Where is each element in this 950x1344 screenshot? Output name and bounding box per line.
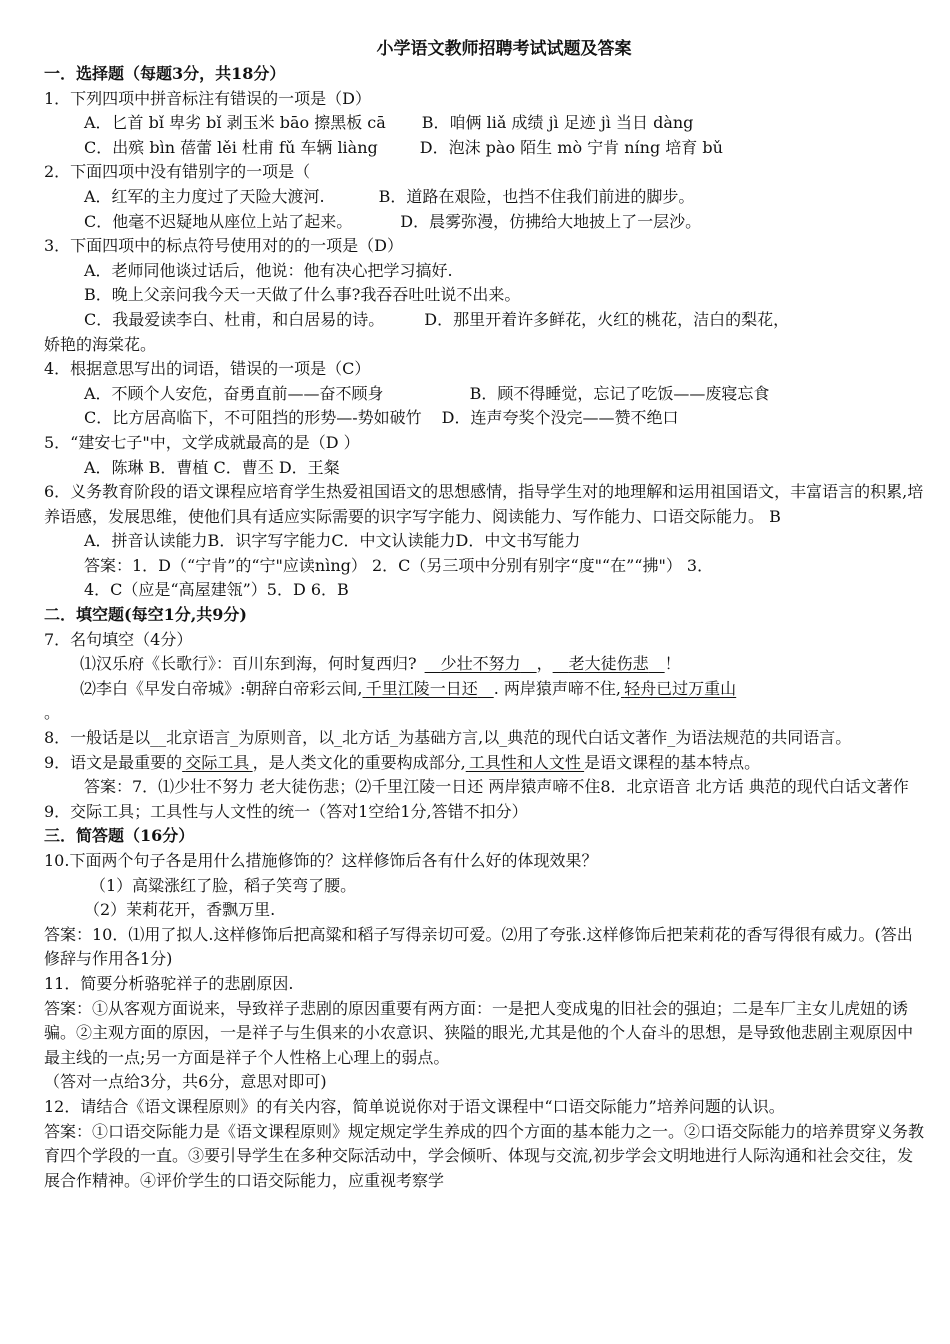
question-2-options-cd [44, 210, 924, 235]
q7a-blank-2: 老大徒伤悲 [568, 654, 649, 674]
q7a-end: ！ [664, 654, 681, 674]
answers-section-2: 答案：7．⑴少壮不努力 老大徒伤悲；⑵千里江陵一日还 两岸猿声啼不住8．北京语音 北方话 典范的现代白话文著作9．交际工具；工具性与人文性的统一（答对1空给1分,答错不扣分） [44, 777, 909, 821]
question-6: 6．义务教育阶段的语文课程应培育学生热爱祖国语文的思想感情，指导学生对的地理解和运用祖国语文，丰富语言的积累,培养语感，发展思维，使他们具有适应实际需要的识字写字能力、阅读能力、写作能力、口语交际能力。 B [44, 482, 924, 526]
answers-section-1: 答案：1．D（“宁肯”的“宁"应读nìng） 2．C（另三项中分别有别字“度"“在”“拂"） 3． [84, 555, 714, 575]
question-3-options-cd [44, 308, 924, 333]
question-11: 11．简要分析骆驼祥子的悲剧原因. [44, 973, 294, 993]
question-2 [44, 160, 924, 185]
q9-end: 是语文课程的基本特点。 [584, 752, 761, 772]
exam-page [44, 36, 924, 1193]
option-1d: D．泡沫 pào 陌生 mò 宁肯 níng 培育 bǔ [419, 137, 723, 157]
question-3: 3．下面四项中的标点符号使用对的的一项是（D） [44, 236, 404, 256]
q7a-blank-1: 少壮不努力 [440, 654, 521, 674]
option-2b: B．道路在艰险，也挡不住我们前进的脚步。 [378, 186, 695, 206]
question-8: 8．一般话是以__北京语言_为原则音，以_北方话_为基础方言,以_典范的现代白话文著作_为语法规范的共同语言。 [44, 728, 852, 748]
section-heading-fill-blank: 二．填空题(每空1分,共9分) [44, 605, 247, 625]
question-1-options-ab [44, 111, 924, 136]
question-7-part-1 [44, 652, 924, 677]
answer-11-scoring: （答对一点给3分，共6分，意思对即可) [44, 1072, 327, 1092]
answer-11: 答案：①从客观方面说来，导致祥子悲剧的原因重要有两方面：一是把人变成鬼的旧社会的强迫；二是车厂主女儿虎妞的诱骗。②主观方面的原因，一是祥子与生俱来的小农意识、狭隘的眼光,尤其是他的个人奋斗的思想，是导致他悲剧主观原因中最主线的一点;另一方面是祥子个人性格上心理上的弱点。 [44, 998, 914, 1067]
question-5-options: A．陈琳 B．曹植 C．曹丕 D．王粲 [84, 457, 340, 477]
q7a-comma: ， [536, 654, 553, 674]
question-10-sentence-1: （1）高粱涨红了脸，稻子笑弯了腰。 [90, 875, 357, 895]
option-2c: C．他毫不迟疑地从座位上站了起来。 [84, 211, 353, 231]
question-10-sentence-2: （2）茉莉花开，香飘万里. [84, 900, 276, 920]
q7b-prefix: ⑵李白《早发白帝城》:朝辞白帝彩云间, [80, 678, 363, 698]
question-7-part-2-end: 。 [44, 703, 61, 723]
question-1: 1．下列四项中拼音标注有错误的一项是（D） [44, 88, 372, 108]
option-3b: B．晚上父亲问我今天一天做了什么事?我吞吞吐吐说不出来。 [84, 285, 521, 305]
question-2-options-ab [44, 185, 924, 210]
question-5: 5．“建安七子"中，文学成就最高的是（D ） [44, 432, 360, 452]
answer-10: 答案：10．⑴用了拟人.这样修饰后把高粱和稻子写得亲切可爱。⑵用了夸张.这样修饰后把茉莉花的香写得很有威力。(答出修辞与作用各1分) [44, 924, 913, 969]
question-4: 4．根据意思写出的词语，错误的一项是（C） [44, 359, 371, 379]
question-10: 10.下面两个句子各是用什么措施修饰的？这样修饰后各有什么好的体现效果？ [44, 851, 598, 870]
answer-12: 答案：①口语交际能力是《语文课程原则》规定规定学生养成的四个方面的基本能力之一。②口语交际能力的培养贯穿义务教育四个学段的一直。③要引导学生在多种交际活动中，学会倾听、体现与交流,初步学会文明地进行人际沟通和社会交往，发展合作精神。④评价学生的口语交际能力，应重视考察学 [44, 1121, 925, 1190]
question-2-text: 2．下面四项中没有错别字的一项是（ [44, 162, 311, 182]
q9-middle: ，是人类文化的重要构成部分, [252, 752, 466, 772]
option-2d: D．晨雾弥漫，仿拂给大地披上了一层沙。 [400, 211, 702, 231]
option-3d: D．那里开着许多鲜花，火红的桃花，洁白的梨花， [424, 309, 790, 329]
question-12: 12．请结合《语文课程原则》的有关内容，简单说说你对于语文课程中“口语交际能力”培养问题的认识。 [44, 1096, 785, 1116]
answers-section-1-continued: 4．C（应是“高屋建瓴”）5．D 6．B [84, 580, 349, 600]
q9-blank-2: 工具性和人文性 [468, 752, 581, 772]
q7b-blank-1: 千里江陵一日还 [365, 678, 478, 698]
question-9 [44, 751, 924, 776]
option-4b: B．顾不得睡觉，忘记了吃饭——废寝忘食 [469, 383, 770, 403]
question-7-part-2 [44, 677, 924, 702]
question-4-options-cd [44, 406, 924, 431]
question-4-options-ab [44, 382, 924, 407]
option-1b: B．咱俩 liǎ 成绩 jì 足迹 jì 当日 dàng [421, 113, 694, 133]
q9-prefix: 9．语文是最重要的 [44, 752, 183, 772]
option-1c: C．出殡 bìn 蓓蕾 lěi 杜甫 fǔ 车辆 liàng [84, 137, 378, 157]
q7a-prefix: ⑴汉乐府《长歌行》：百川东到海，何时复西归? [80, 654, 417, 674]
section-heading-short-answer: 三．简答题（16分） [44, 826, 195, 846]
option-1a: A．匕首 bǐ 卑劣 bǐ 剥玉米 bāo 擦黑板 cā [84, 113, 386, 133]
question-7: 7．名句填空（4分） [44, 629, 193, 649]
option-3c: C．我最爱读李白、杜甫，和白居易的诗。 [84, 309, 385, 329]
q7b-blank-2: 轻舟已过万重山 [624, 678, 737, 698]
option-3d-continued: 娇艳的海棠花。 [44, 334, 157, 354]
option-3a: A．老师同他谈过话后，他说：他有决心把学习搞好. [84, 260, 453, 280]
q7b-middle: . 两岸猿声啼不住, [493, 678, 621, 698]
option-4c: C．比方居高临下，不可阻挡的形势—-势如破竹 [84, 408, 422, 428]
option-4a: A．不顾个人安危，奋勇直前——奋不顾身 [84, 383, 384, 403]
question-6-options: A．拼音认读能力B．识字写字能力C．中文认读能力D．中文书写能力 [84, 531, 581, 551]
q9-blank-1: 交际工具 [185, 752, 250, 772]
question-1-options-cd [44, 136, 924, 161]
option-2a: A．红军的主力度过了天险大渡河. [84, 186, 325, 206]
option-4d: D．连声夸奖个没完——赞不绝口 [441, 408, 679, 428]
page-title: 小学语文教师招聘考试试题及答案 [376, 39, 632, 59]
section-heading-choice: 一．选择题（每题3分，共18分） [44, 64, 286, 83]
